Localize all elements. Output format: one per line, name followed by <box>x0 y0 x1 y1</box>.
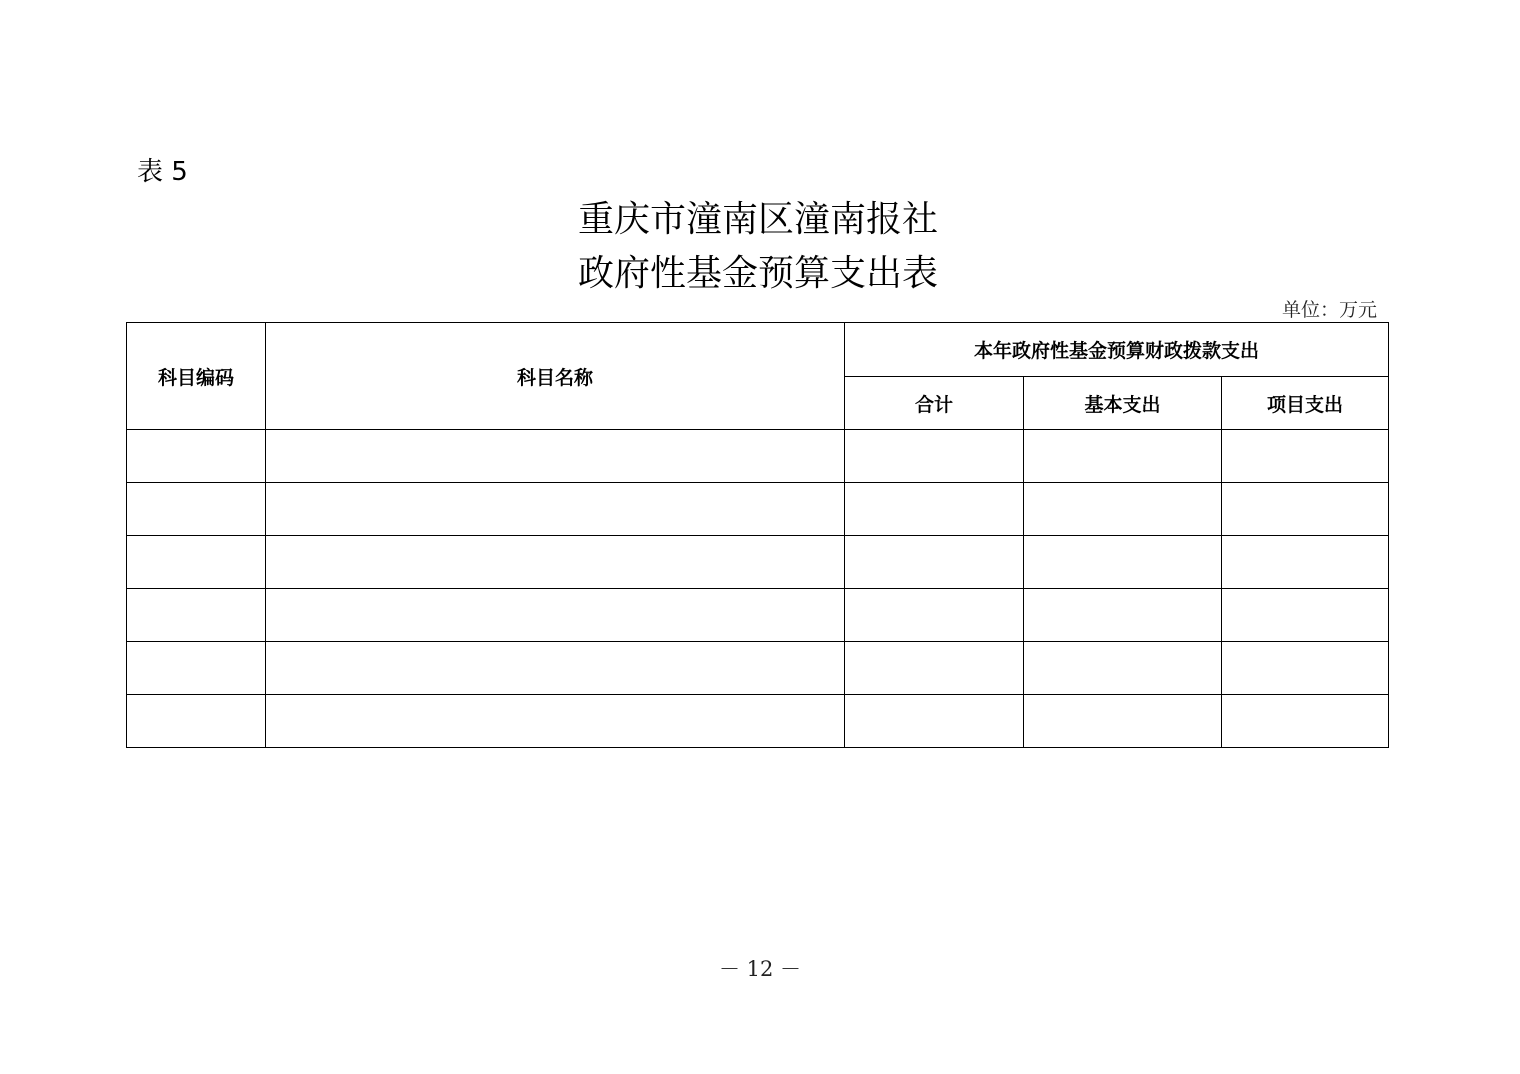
header-project: 项目支出 <box>1222 377 1389 430</box>
cell-code <box>127 536 266 589</box>
cell-total <box>845 642 1024 695</box>
cell-basic <box>1024 695 1222 748</box>
cell-name <box>266 430 845 483</box>
cell-code <box>127 589 266 642</box>
table-header-row <box>127 323 1389 377</box>
cell-project <box>1222 642 1389 695</box>
cell-name <box>266 695 845 748</box>
cell-name <box>266 536 845 589</box>
cell-basic <box>1024 642 1222 695</box>
cell-name <box>266 642 845 695</box>
cell-total <box>845 589 1024 642</box>
cell-basic <box>1024 589 1222 642</box>
header-name: 科目名称 <box>266 323 845 430</box>
cell-basic <box>1024 430 1222 483</box>
cell-code <box>127 695 266 748</box>
cell-code <box>127 483 266 536</box>
budget-table <box>126 322 1389 748</box>
cell-project <box>1222 695 1389 748</box>
table-row <box>127 695 1389 748</box>
table-row <box>127 642 1389 695</box>
cell-project <box>1222 430 1389 483</box>
cell-project <box>1222 589 1389 642</box>
cell-code <box>127 642 266 695</box>
page-number: － 12 － <box>718 957 802 981</box>
document-title-line2: 政府性基金预算支出表 <box>577 253 938 294</box>
document-title-line1: 重庆市潼南区潼南报社 <box>577 199 938 240</box>
cell-name <box>266 483 845 536</box>
table-row <box>127 483 1389 536</box>
cell-basic <box>1024 483 1222 536</box>
table-row <box>127 589 1389 642</box>
cell-code <box>127 430 266 483</box>
cell-total <box>845 695 1024 748</box>
cell-basic <box>1024 536 1222 589</box>
cell-project <box>1222 536 1389 589</box>
cell-total <box>845 430 1024 483</box>
header-group: 本年政府性基金预算财政拨款支出 <box>845 323 1389 377</box>
cell-total <box>845 483 1024 536</box>
header-basic: 基本支出 <box>1024 377 1222 430</box>
table-label: 表 5 <box>137 157 188 187</box>
header-code: 科目编码 <box>127 323 266 430</box>
unit-label: 单位：万元 <box>1281 299 1377 321</box>
table-row <box>127 536 1389 589</box>
cell-name <box>266 589 845 642</box>
cell-project <box>1222 483 1389 536</box>
header-total: 合计 <box>845 377 1024 430</box>
cell-total <box>845 536 1024 589</box>
table-row <box>127 430 1389 483</box>
